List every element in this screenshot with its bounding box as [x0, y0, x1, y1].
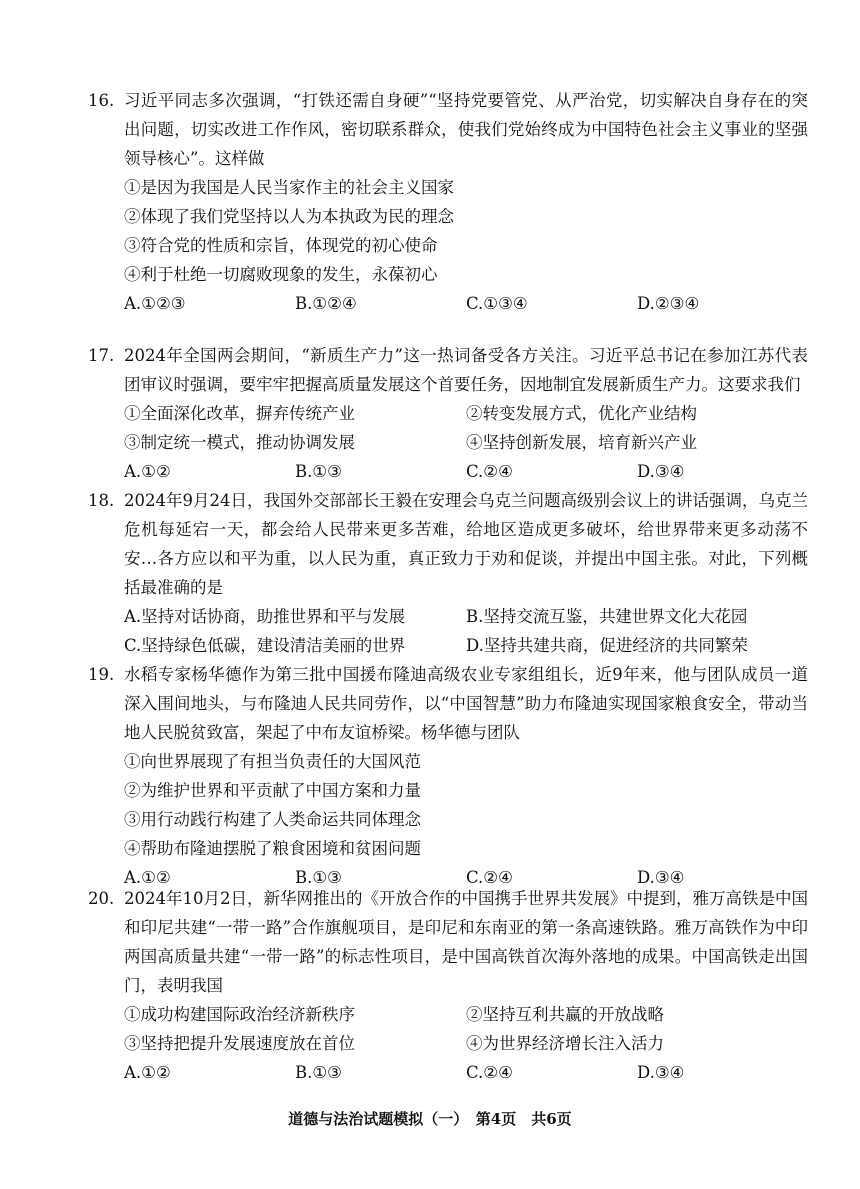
question-16 [88, 86, 808, 318]
statement-row [124, 428, 808, 457]
option-c: C.②④ [466, 462, 513, 481]
option-b: B.坚持交流互鉴，共建世界文化大花园 [466, 607, 748, 626]
statement-item: ①成功构建国际政治经济新秩序 [124, 1005, 355, 1024]
option-c: C.②④ [466, 1063, 513, 1082]
statement-row [124, 1029, 808, 1058]
question-stem: 习近平同志多次强调，“打铁还需自身硬”“坚持党要管党、从严治党，切实解决自身存在的突出问题，切实改进工作作风，密切联系群众，使我们党始终成为中国特色社会主义事业的坚强领导核心”。这样做 [124, 91, 808, 168]
question-17 [88, 341, 808, 486]
option-c: C.坚持绿色低碳，建设清洁美丽的世界 [124, 636, 406, 655]
statement-row [124, 1000, 808, 1029]
option-a: A.①② [124, 462, 171, 481]
option-d: D.坚持共建共商，促进经济的共同繁荣 [466, 636, 748, 655]
answer-options-row [124, 631, 808, 660]
answer-options [124, 457, 808, 486]
question-number: 17. [88, 346, 115, 365]
question-stem: 水稻专家杨华德作为第三批中国援布隆迪高级农业专家组组长，近9年来，他与团队成员一道深入围间地头，与布隆迪人民共同劳作，以“中国智慧”助力布隆迪实现国家粮食安全，带动当地人民脱贫致富，架起了中布友谊桥梁。杨华德与团队 [124, 665, 808, 742]
statement-item: ③用行动践行构建了人类命运共同体理念 [124, 810, 421, 829]
option-a: A.①② [124, 1063, 171, 1082]
question-number: 20. [88, 889, 115, 908]
option-b: B.①③ [295, 868, 342, 887]
option-d: D.③④ [637, 462, 685, 481]
statement-item: ②为维护世界和平贡献了中国方案和力量 [124, 781, 421, 800]
statement-item: ③符合党的性质和宗旨，体现党的初心使命 [124, 236, 438, 255]
question-stem: 2024年10月2日，新华网推出的《开放合作的中国携手世界共发展》中提到，雅万高铁是中国和印尼共建“一带一路”合作旗舰项目，是印尼和东南亚的第一条高速铁路。雅万高铁作为中印两国高质量共建“一带一路”的标志性项目，是中国高铁首次海外落地的成果。中国高铁走出国门，表明我国 [124, 889, 808, 995]
option-b: B.①②④ [295, 294, 357, 313]
question-number: 19. [88, 665, 115, 684]
question-19 [88, 660, 808, 892]
question-stem: 2024年9月24日，我国外交部部长王毅在安理会乌克兰问题高级别会议上的讲话强调，乌克兰危机每延宕一天，都会给人民带来更多苦难，给地区造成更多破坏，给世界带来更多动荡不安…各方应以和平为重，以人民为重，真正致力于劝和促谈，并提出中国主张。对此，下列概括最准确的是 [124, 491, 808, 597]
question-stem: 2024年全国两会期间，“新质生产力”这一热词备受各方关注。习近平总书记在参加江苏代表团审议时强调，要牢牢把握高质量发展这个首要任务，因地制宜发展新质生产力。这要求我们 [124, 346, 808, 394]
option-b: B.①③ [295, 462, 342, 481]
statement-item: ④坚持创新发展，培育新兴产业 [466, 433, 697, 452]
option-c: C.①③④ [466, 294, 528, 313]
option-b: B.①③ [295, 1063, 342, 1082]
answer-options [124, 1058, 808, 1087]
statement-item: ②体现了我们党坚持以人为本执政为民的理念 [124, 207, 454, 226]
question-20 [88, 884, 808, 1087]
question-number: 16. [88, 91, 115, 110]
option-d: D.②③④ [637, 294, 700, 313]
option-c: C.②④ [466, 868, 513, 887]
statement-item: ②坚持互利共赢的开放战略 [466, 1005, 664, 1024]
answer-options-row [124, 602, 808, 631]
statement-item: ③制定统一模式，推动协调发展 [124, 433, 355, 452]
statement-item: ②转变发展方式，优化产业结构 [466, 404, 697, 423]
statement-item: ①是因为我国是人民当家作主的社会主义国家 [124, 178, 454, 197]
statement-item: ④利于杜绝一切腐败现象的发生，永葆初心 [124, 265, 438, 284]
statement-item: ④为世界经济增长注入活力 [466, 1034, 664, 1053]
statement-item: ①向世界展现了有担当负责任的大国风范 [124, 752, 421, 771]
option-d: D.③④ [637, 868, 685, 887]
question-18 [88, 486, 808, 660]
statement-item: ③坚持把提升发展速度放在首位 [124, 1034, 355, 1053]
option-a: A.①②③ [124, 294, 186, 313]
statement-item: ①全面深化改革，摒弃传统产业 [124, 404, 355, 423]
answer-options [124, 289, 808, 318]
option-d: D.③④ [637, 1063, 685, 1082]
page-footer: 道德与法治试题模拟（一） 第4页 共6页 [288, 1110, 572, 1128]
option-a: A.①② [124, 868, 171, 887]
statement-row [124, 399, 808, 428]
question-number: 18. [88, 491, 115, 510]
option-a: A.坚持对话协商，助推世界和平与发展 [124, 607, 406, 626]
statement-item: ④帮助布隆迪摆脱了粮食困境和贫困问题 [124, 839, 421, 858]
